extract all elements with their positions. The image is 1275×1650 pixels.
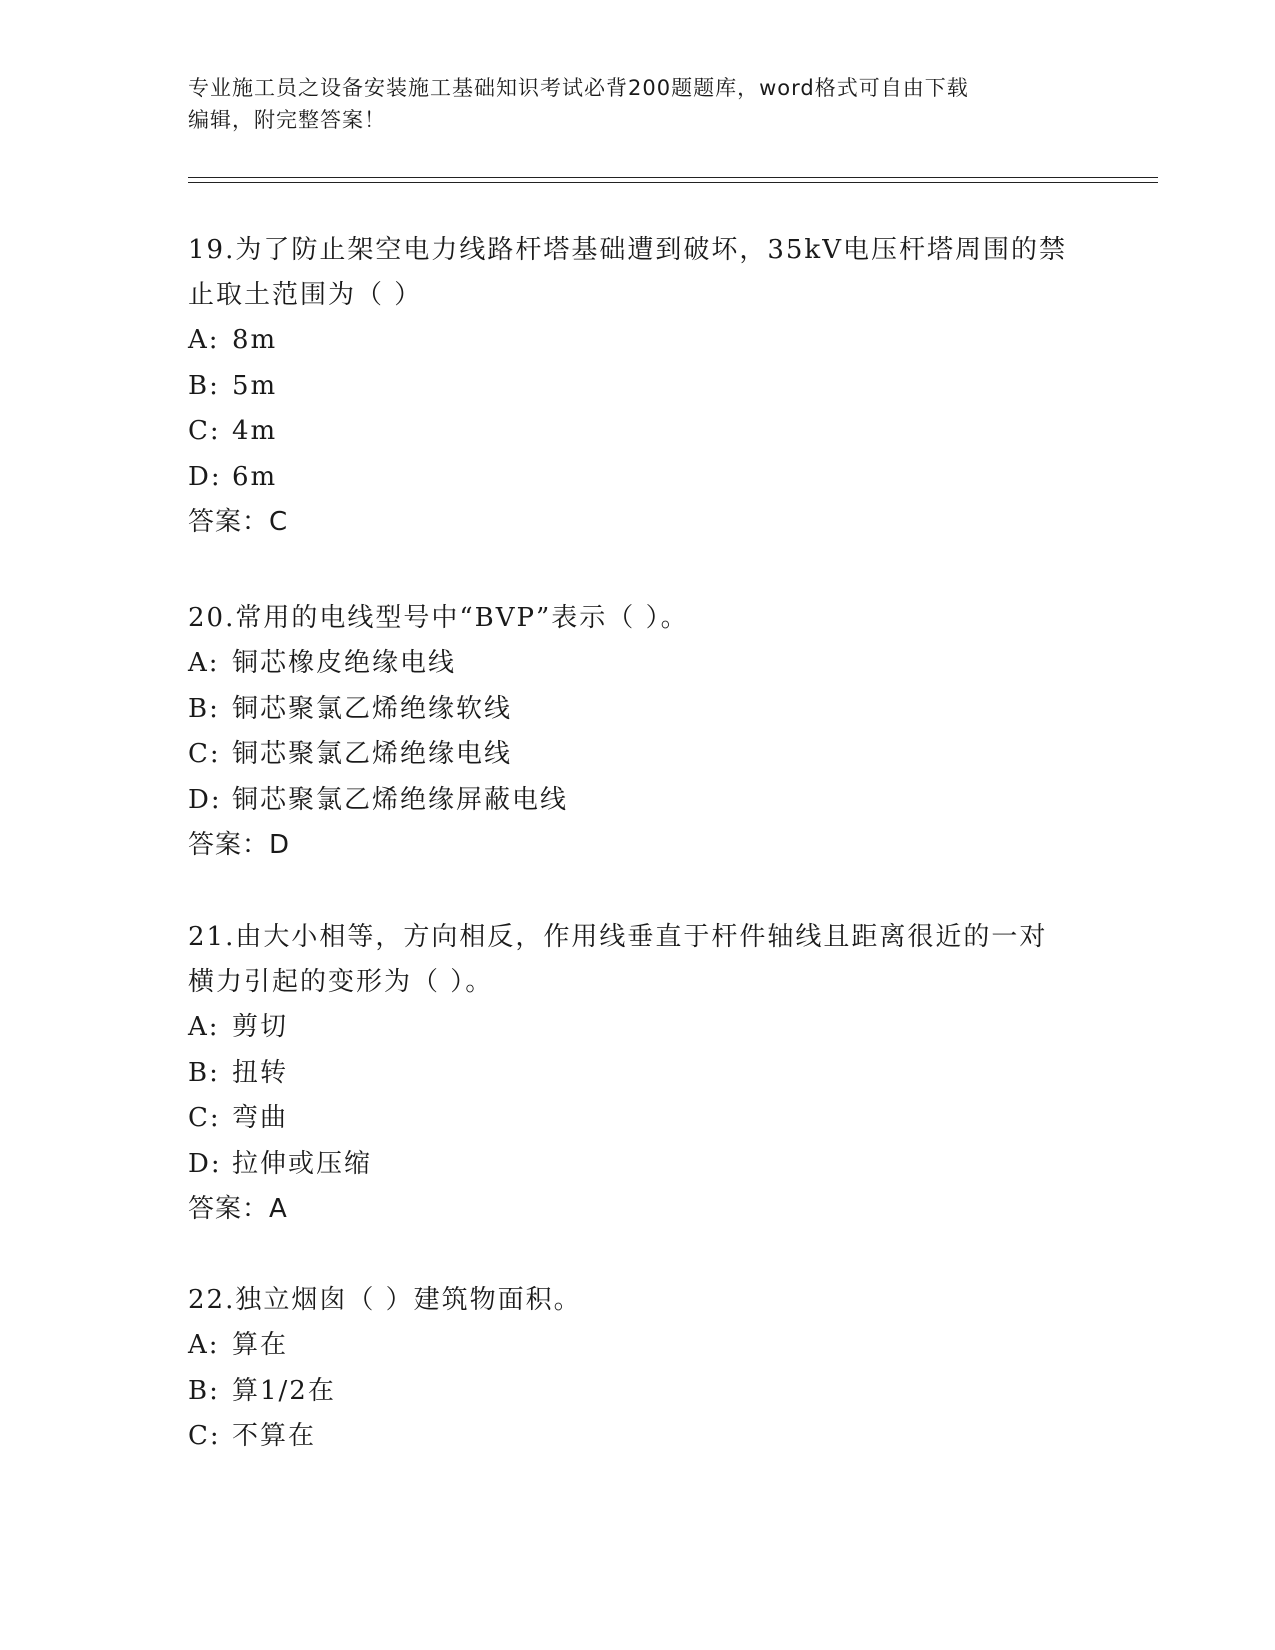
option-label: A: (188, 325, 220, 355)
option-text: 算1/2在 (232, 1375, 336, 1406)
option-label: C: (188, 416, 221, 446)
option-text: 6m (232, 461, 278, 492)
option-text: 剪切 (232, 1012, 289, 1042)
option-label: D: (188, 461, 222, 492)
option-label: D: (188, 784, 222, 815)
option-b (188, 1051, 1108, 1097)
option-label: B: (188, 1375, 220, 1406)
header-line-2: 编辑，附完整答案！ (188, 108, 386, 132)
option-text: 5m (232, 370, 278, 401)
answer: 答案：C (188, 507, 289, 537)
option-label: A: (188, 1012, 220, 1042)
question-22 (188, 1278, 1108, 1460)
option-label: C: (188, 1103, 221, 1133)
header-divider-top (188, 177, 1158, 178)
question-stem-line-1: 20.常用的电线型号中“BVP”表示（ ）。 (188, 603, 689, 633)
question-20 (188, 596, 1108, 869)
option-a (188, 1323, 1108, 1369)
question-stem-line-1: 21.由大小相等，方向相反，作用线垂直于杆件轴线且距离很近的一对 (188, 922, 1048, 952)
question-stem-line-2: 止取土范围为（ ） (188, 280, 423, 310)
option-c (188, 1096, 1108, 1142)
option-text: 算在 (232, 1330, 289, 1360)
option-text: 铜芯橡皮绝缘电线 (232, 648, 457, 678)
option-b (188, 1369, 1108, 1415)
option-a (188, 318, 1108, 364)
option-label: B: (188, 693, 220, 724)
option-label: A: (188, 1330, 220, 1360)
document-header (188, 72, 1088, 136)
option-b (188, 364, 1108, 410)
option-text: 铜芯聚氯乙烯绝缘软线 (232, 693, 513, 724)
header-divider-bottom (188, 182, 1158, 183)
answer: 答案：A (188, 1194, 288, 1224)
question-stem-line-1: 22.独立烟囱（ ）建筑物面积。 (188, 1285, 582, 1315)
option-label: C: (188, 1421, 221, 1451)
option-text: 铜芯聚氯乙烯绝缘屏蔽电线 (232, 784, 569, 815)
option-b (188, 687, 1108, 733)
option-c (188, 1414, 1108, 1460)
option-a (188, 641, 1108, 687)
question-19 (188, 228, 1108, 546)
question-21 (188, 915, 1108, 1233)
option-d (188, 1142, 1108, 1188)
option-label: B: (188, 1057, 220, 1088)
option-text: 铜芯聚氯乙烯绝缘电线 (232, 739, 513, 769)
option-label: C: (188, 739, 221, 769)
question-stem-line-2: 横力引起的变形为（ ）。 (188, 967, 494, 997)
option-text: 拉伸或压缩 (232, 1148, 373, 1179)
option-text: 4m (232, 416, 278, 446)
option-label: D: (188, 1148, 222, 1179)
option-text: 扭转 (232, 1057, 289, 1088)
option-text: 8m (232, 325, 278, 355)
header-line-1: 专业施工员之设备安装施工基础知识考试必背200题题库，word格式可自由下载 (188, 76, 969, 100)
option-a (188, 1005, 1108, 1051)
question-stem-line-1: 19.为了防止架空电力线路杆塔基础遭到破坏，35kV电压杆塔周围的禁 (188, 235, 1067, 265)
option-label: B: (188, 370, 220, 401)
option-c (188, 732, 1108, 778)
answer: 答案：D (188, 830, 291, 860)
option-d (188, 455, 1108, 501)
option-text: 不算在 (232, 1421, 317, 1451)
option-c (188, 409, 1108, 455)
option-label: A: (188, 648, 220, 678)
option-text: 弯曲 (232, 1103, 289, 1133)
option-d (188, 778, 1108, 824)
